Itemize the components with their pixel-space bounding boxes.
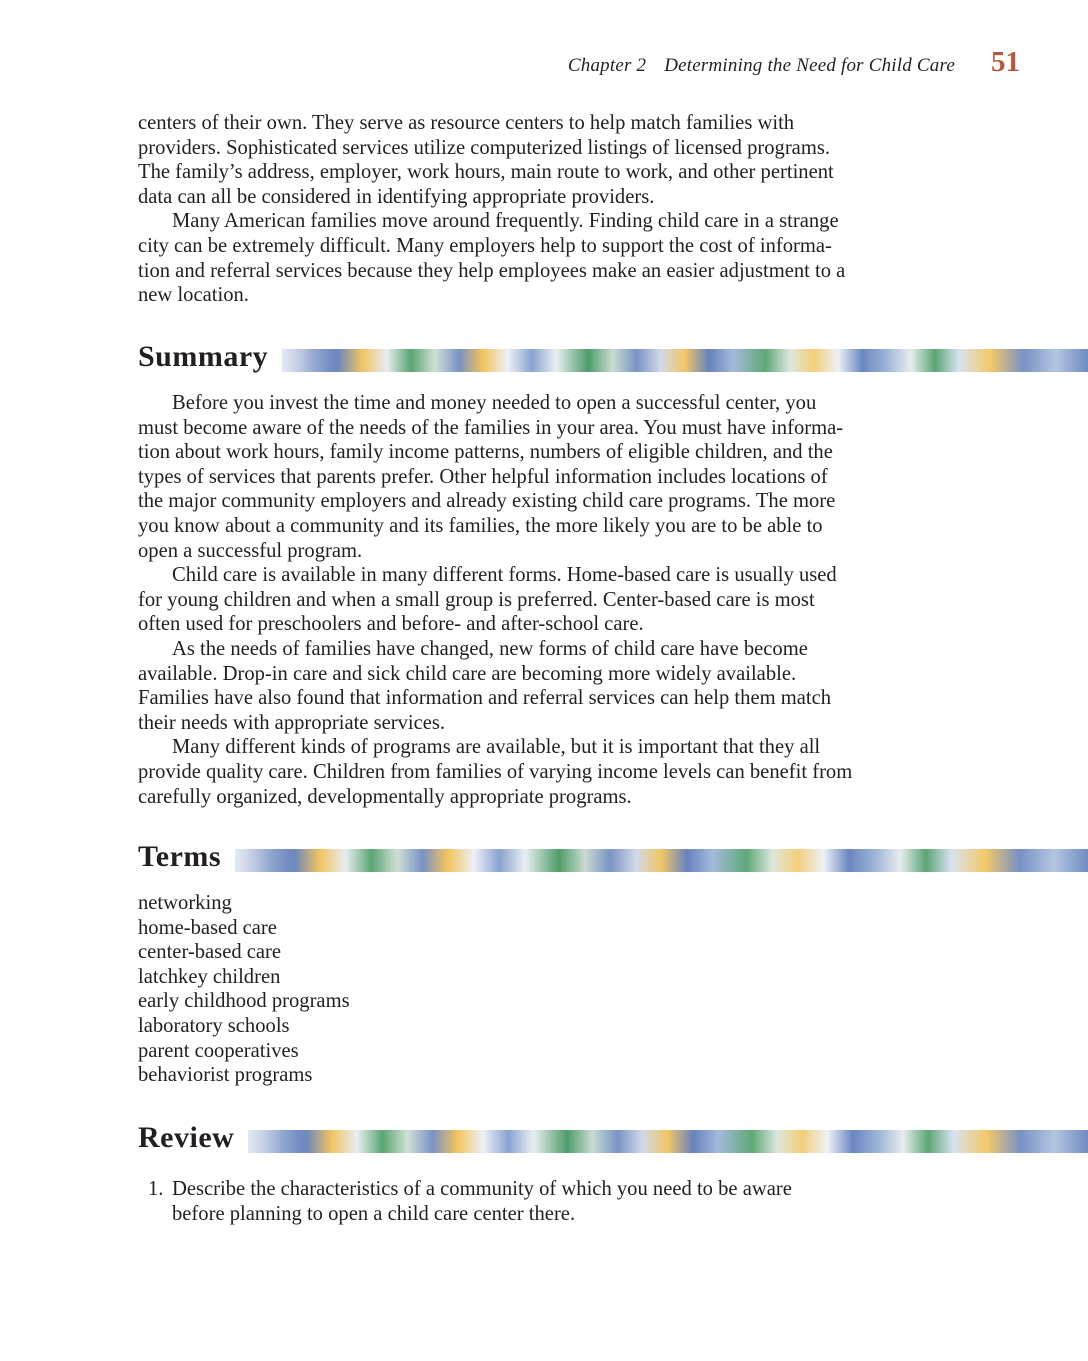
text-line: carefully organized, developmentally appropriate programs. [138, 785, 632, 808]
text-line: Child care is available in many different forms. Home-based care is usually used [172, 564, 837, 587]
decorative-bar [235, 849, 1088, 872]
text-line: must become aware of the needs of the families in your area. You must have informa- [138, 416, 844, 439]
term-item: center-based care [138, 941, 282, 964]
review-item [148, 1177, 792, 1226]
paragraph [138, 111, 938, 209]
terms-list [138, 891, 350, 1088]
review-list [148, 1177, 792, 1226]
text-line: the major community employers and already existing child care programs. The more [138, 490, 836, 513]
running-title [568, 55, 955, 77]
paragraph [138, 209, 938, 307]
terms-heading: Terms [138, 840, 222, 873]
text-line: tion about work hours, family income patterns, numbers of eligible children, and the [138, 441, 833, 464]
chapter-label: Chapter 2 [567, 55, 647, 76]
text-line: Families have also found that information and referral services can help them match [138, 687, 832, 710]
decorative-bar [282, 349, 1088, 372]
review-heading: Review [138, 1121, 235, 1154]
running-header [568, 46, 1020, 79]
text-line: city can be extremely difficult. Many employers help to support the cost of informa- [138, 234, 832, 257]
term-item: networking [138, 892, 232, 914]
text-line: for young children and when a small group is preferred. Center-based care is most [138, 588, 815, 611]
item-number: 1. [148, 1178, 164, 1200]
chapter-title: Determining the Need for Child Care [664, 55, 955, 76]
text-line: centers of their own. They serve as resource centers to help match families with [138, 112, 795, 134]
text-line: you know about a community and its families, the more likely you are to be able to [138, 514, 823, 537]
text-line: As the needs of families have changed, new forms of child care have become [172, 637, 808, 660]
decorative-bar [248, 1130, 1088, 1153]
text-line: Before you invest the time and money needed to open a successful center, you [172, 392, 817, 414]
review-heading-row [138, 1121, 1088, 1155]
paragraph [138, 735, 938, 809]
term-item: latchkey children [138, 965, 281, 988]
text-line: provide quality care. Children from families of varying income levels can benefit from [138, 760, 853, 783]
paragraph [138, 563, 938, 637]
text-line [148, 1177, 792, 1202]
text-line: data can all be considered in identifying appropriate providers. [138, 185, 655, 208]
item-text: Describe the characteristics of a community of which you need to be aware [172, 1178, 792, 1200]
term-item: behaviorist programs [138, 1064, 313, 1087]
term-item: early childhood programs [138, 990, 350, 1013]
text-line: their needs with appropriate services. [138, 711, 446, 734]
term-item: laboratory schools [138, 1014, 290, 1037]
text-line: available. Drop-in care and sick child care are becoming more widely available. [138, 662, 797, 685]
term-item: home-based care [138, 916, 277, 939]
text-line: Many American families move around frequently. Finding child care in a strange [172, 210, 839, 233]
text-line: before planning to open a child care center there. [172, 1202, 576, 1225]
intro-text [138, 111, 938, 308]
page-number: 51 [991, 46, 1020, 78]
terms-heading-row [138, 840, 1088, 874]
text-line: new location. [138, 284, 249, 307]
term-item: parent cooperatives [138, 1039, 299, 1062]
paragraph [138, 637, 938, 735]
text-line: types of services that parents prefer. Other helpful information includes locations of [138, 465, 828, 488]
text-line: tion and referral services because they help employees make an easier adjustment to a [138, 259, 846, 282]
text-line: Many different kinds of programs are available, but it is important that they all [172, 736, 821, 759]
summary-text [138, 391, 938, 809]
paragraph [138, 391, 938, 563]
text-line: often used for preschoolers and before- and after-school care. [138, 613, 644, 636]
text-line: providers. Sophisticated services utilize computerized listings of licensed programs. [138, 136, 831, 159]
text-line: The family’s address, employer, work hours, main route to work, and other pertinent [138, 161, 834, 184]
summary-heading: Summary [138, 340, 269, 373]
text-line: open a successful program. [138, 539, 363, 562]
summary-heading-row [138, 340, 1088, 374]
